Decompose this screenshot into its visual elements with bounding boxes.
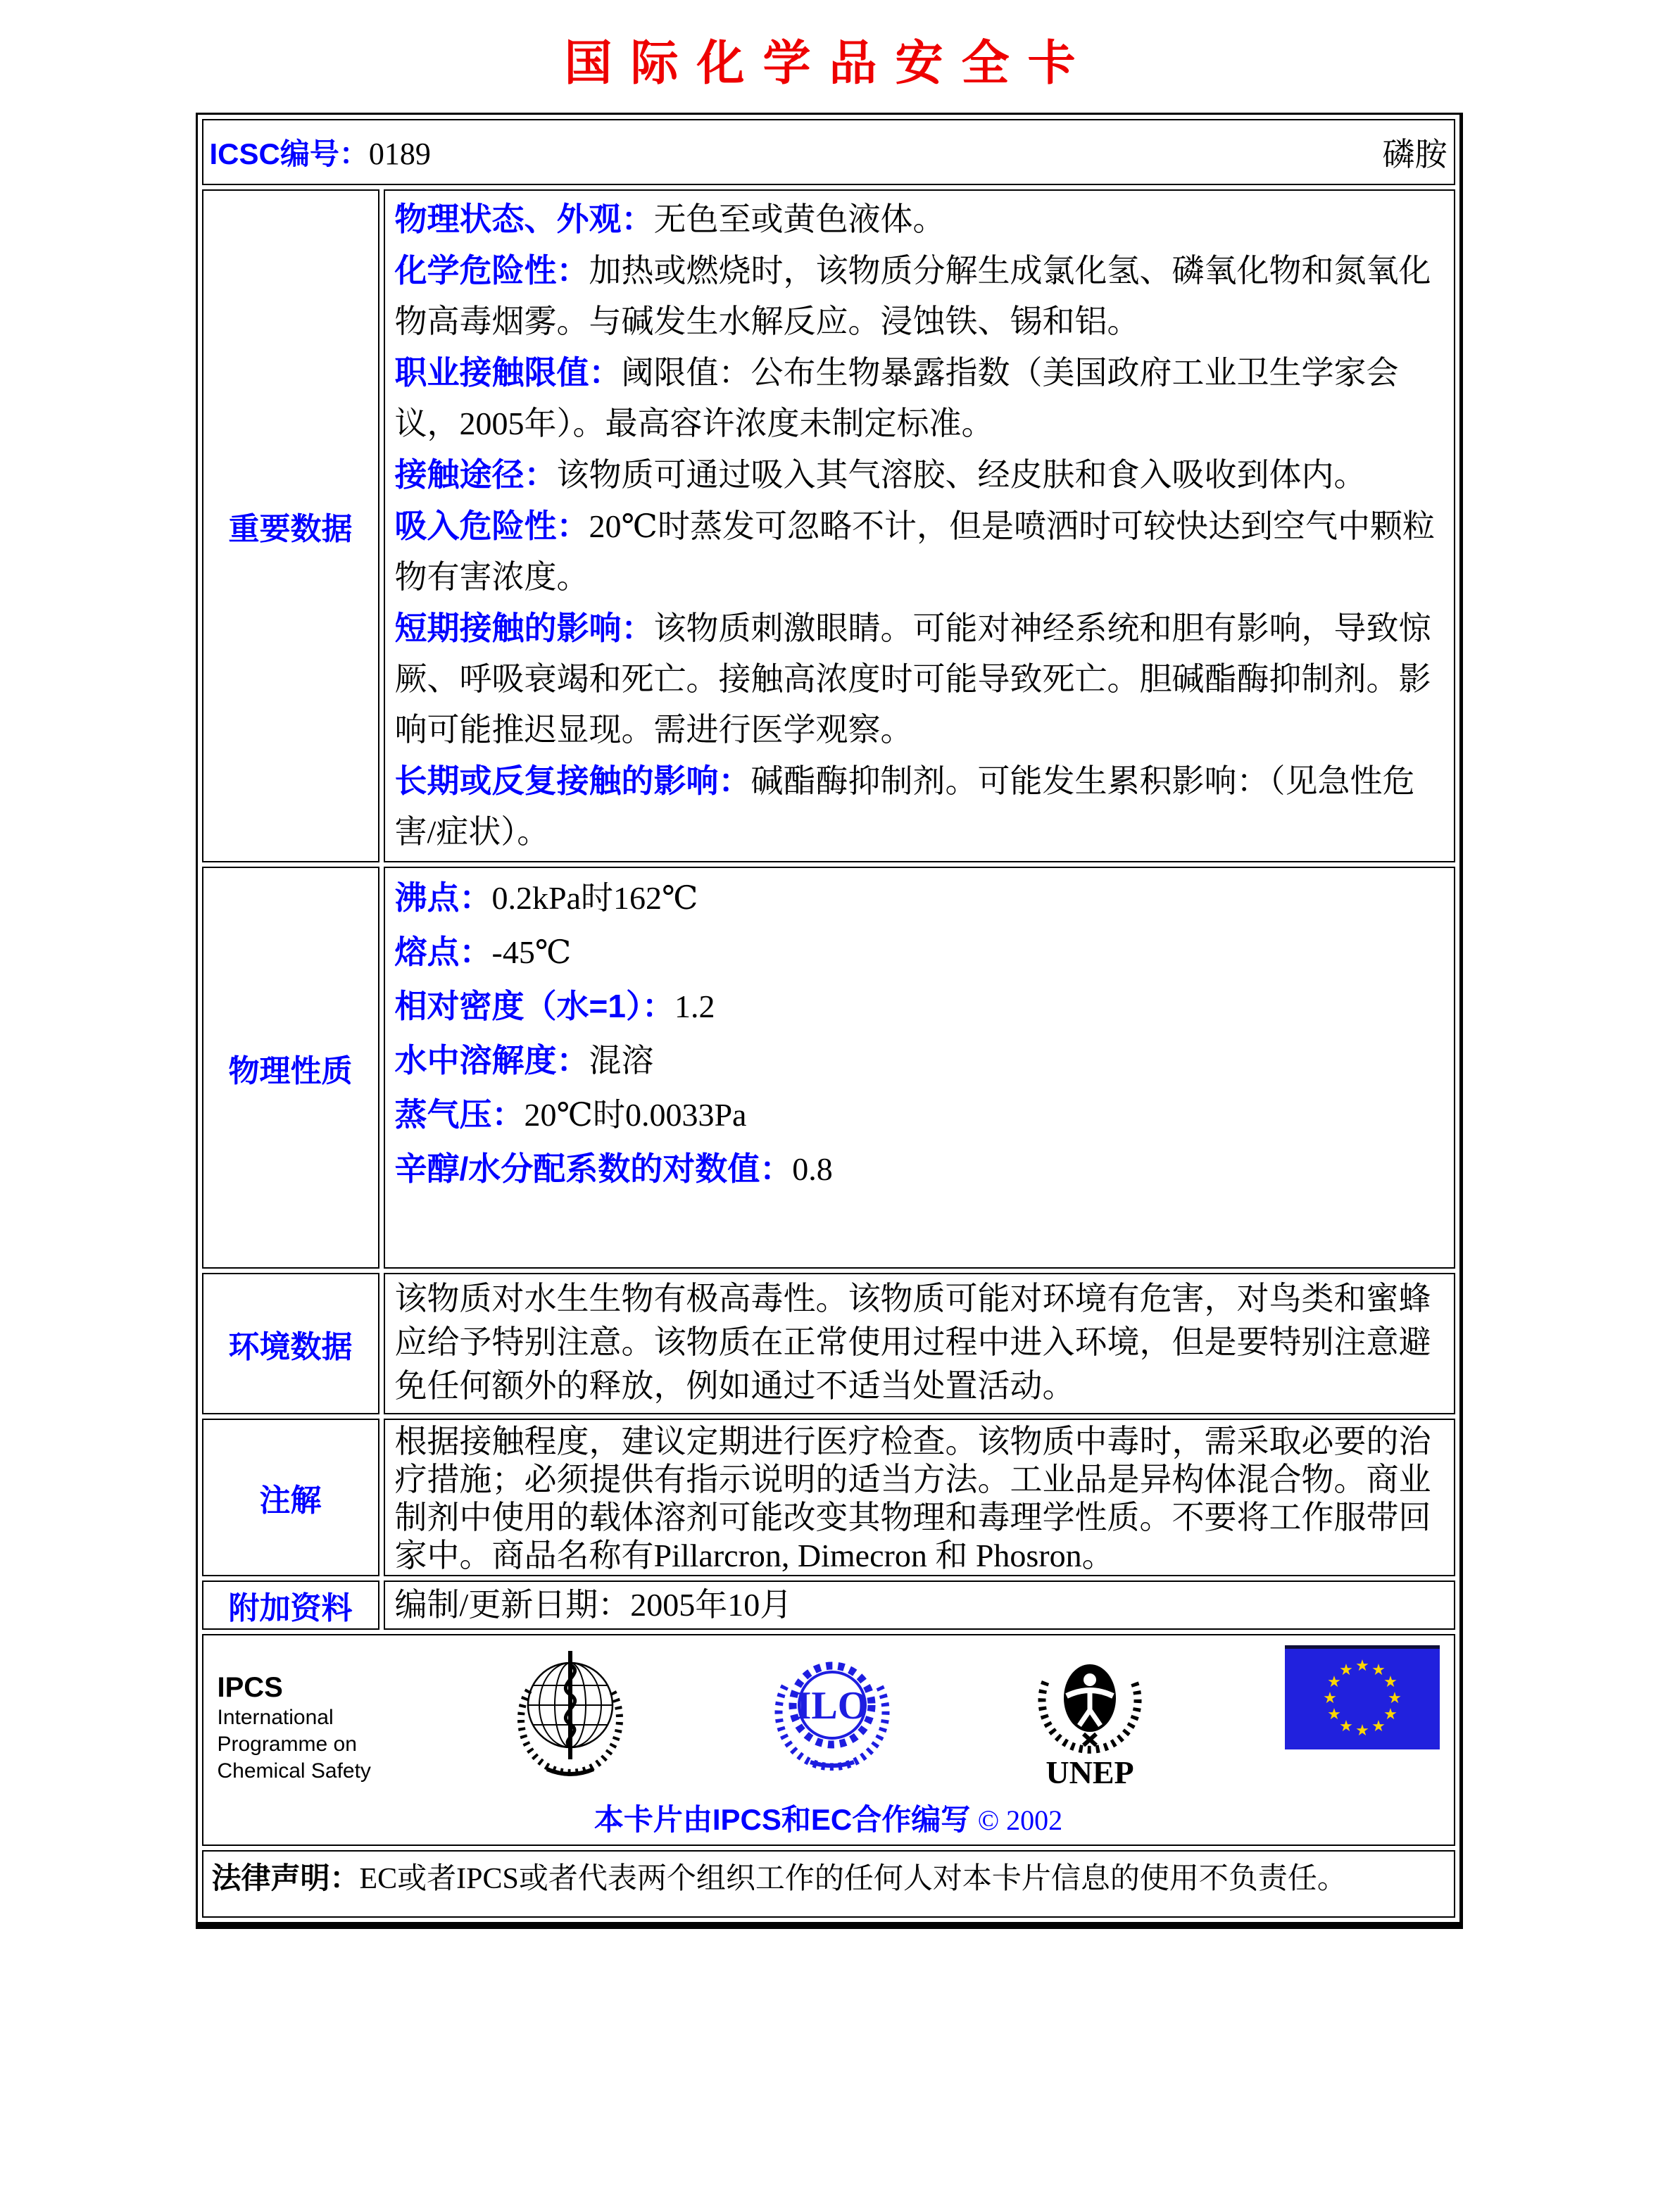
svg-text:★: ★ [1326, 1673, 1341, 1691]
svg-text:★: ★ [1338, 1661, 1353, 1679]
data-item [395, 501, 1444, 603]
svg-text:★: ★ [1371, 1661, 1386, 1679]
icsc-number-value: 0189 [368, 137, 431, 171]
header-cell [202, 119, 1455, 185]
data-item [395, 925, 1444, 979]
field-value: 0.8 [792, 1151, 833, 1187]
field-value: 无色至或黄色液体。 [653, 201, 946, 237]
field-value: 1.2 [674, 988, 715, 1024]
header-row [202, 119, 1455, 185]
icsc-card [196, 113, 1463, 1929]
row-label-important-data: 重要数据 [202, 189, 379, 862]
update-date-text: 编制/更新日期：2005年10月 [394, 1587, 793, 1623]
page-title: 国际化学品安全卡 [564, 37, 1094, 90]
logos-row [202, 1634, 1455, 1846]
chemical-name: 磷胺 [1382, 137, 1447, 172]
important-data-content [384, 189, 1455, 862]
important-data-row [202, 189, 1455, 862]
environmental-data-content [384, 1273, 1455, 1414]
svg-text:★: ★ [1371, 1718, 1386, 1735]
ipcs-title: IPCS [217, 1672, 283, 1703]
svg-text:★: ★ [1326, 1706, 1341, 1723]
data-item [395, 245, 1444, 347]
svg-text:★: ★ [1387, 1690, 1402, 1707]
physical-properties-content [384, 867, 1455, 1269]
field-label: 吸入危险性： [394, 508, 589, 544]
field-value: 该物质刺激眼睛。可能对神经系统和胆有影响，导致惊厥、呼吸衰竭和死亡。接触高浓度时可能导致死亡。胆碱酯酶抑制剂。影响可能推迟显现。需进行医学观察。 [394, 610, 1431, 748]
row-label-notes: 注解 [202, 1419, 379, 1576]
ipcs-block [218, 1645, 371, 1785]
unep-logo-icon [1027, 1645, 1153, 1790]
field-label: 水中溶解度： [394, 1042, 589, 1079]
svg-text:★: ★ [1338, 1718, 1353, 1735]
field-value: 0.2kPa时162℃ [491, 880, 698, 916]
data-item [395, 871, 1444, 925]
field-label: 短期接触的影响： [394, 610, 654, 646]
additional-info-row [202, 1581, 1455, 1630]
field-label: 职业接触限值： [394, 354, 622, 391]
svg-text:★: ★ [1355, 1722, 1369, 1740]
environmental-data-row [202, 1273, 1455, 1414]
row-label-environmental-data: 环境数据 [202, 1273, 379, 1414]
data-item [395, 1142, 1444, 1196]
field-label: 相对密度（水=1）： [394, 988, 674, 1024]
data-item [395, 603, 1444, 755]
field-label: 接触途径： [394, 456, 557, 493]
data-item [395, 1033, 1444, 1088]
field-label: 物理状态、外观： [394, 201, 654, 237]
field-label: 化学危险性： [394, 252, 589, 289]
ilo-letters: ILO [796, 1684, 869, 1728]
field-value: -45℃ [491, 934, 572, 970]
data-item [395, 755, 1444, 857]
field-label: 辛醇/水分配系数的对数值： [394, 1150, 793, 1187]
svg-text:★: ★ [1383, 1673, 1398, 1691]
additional-info-content [384, 1581, 1455, 1630]
logos-cell [202, 1634, 1455, 1846]
notes-row [202, 1419, 1455, 1576]
legal-text: EC或者IPCS或者代表两个组织工作的任何人对本卡片信息的使用不负责任。 [359, 1863, 1347, 1895]
field-label: 沸点： [394, 879, 492, 916]
field-label: 蒸气压： [394, 1096, 525, 1133]
notes-content [384, 1419, 1455, 1576]
eu-flag-icon [1285, 1645, 1440, 1749]
notes-text: 根据接触程度，建议定期进行医疗检查。该物质中毒时，需采取必要的治疗措施；必须提供有指示说明的适当方法。工业品是异构体混合物。商业制剂中使用的载体溶剂可能改变其物理和毒理学性质。不要将工作服带回家中。商品名称有Pillarcron, Dimecron 和 Phosron。 [394, 1424, 1431, 1573]
field-value: 阈限值：公布生物暴露指数（美国政府工业卫生学家会议，2005年）。最高容许浓度未制定标准。 [394, 355, 1399, 441]
caption-copyright: © 2002 [977, 1804, 1063, 1836]
field-value: 碱酯酶抑制剂。可能发生累积影响：（见急性危害/症状）。 [394, 763, 1415, 850]
field-value: 加热或燃烧时，该物质分解生成氯化氢、磷氧化物和氮氧化物高毒烟雾。与碱发生水解反应。浸蚀铁、锡和铝。 [394, 253, 1431, 339]
data-item [395, 194, 1444, 245]
ilo-logo-icon [770, 1645, 895, 1771]
ipcs-subtitle-line: Chemical Safety [217, 1759, 371, 1783]
icsc-number-label: ICSC编号： [209, 137, 369, 170]
svg-text:★: ★ [1355, 1657, 1369, 1675]
field-value: 20℃时0.0033Pa [524, 1097, 747, 1133]
data-item [395, 1088, 1444, 1142]
field-label: 熔点： [394, 934, 492, 970]
field-value: 20℃时蒸发可忽略不计，但是喷洒时可较快达到空气中颗粒物有害浓度。 [394, 508, 1435, 595]
data-item [395, 449, 1444, 501]
data-item [395, 347, 1444, 449]
caption [218, 1797, 1440, 1839]
ipcs-subtitle-line: Programme on [217, 1733, 357, 1756]
icsc-document [0, 35, 1658, 1929]
svg-text:★: ★ [1322, 1690, 1337, 1707]
ipcs-subtitle-line: International [217, 1706, 334, 1729]
icsc-number [210, 131, 431, 173]
icsc-table [198, 115, 1459, 1922]
field-value: 该物质可通过吸入其气溶胶、经皮肤和食入吸收到体内。 [556, 457, 1367, 493]
environmental-data-text: 该物质对水生生物有极高毒性。该物质可能对环境有危害，对鸟类和蜜蜂应给予特别注意。该物质在正常使用过程中进入环境，但是要特别注意避免任何额外的释放，例如通过不适当处置活动。 [394, 1281, 1431, 1404]
data-item [395, 979, 1444, 1033]
field-label: 长期或反复接触的影响： [394, 762, 751, 799]
unep-letters: UNEP [1045, 1754, 1134, 1790]
row-label-physical-properties: 物理性质 [202, 867, 379, 1269]
caption-text: 本卡片由IPCS和EC合作编写 [594, 1803, 971, 1836]
row-label-additional-info: 附加资料 [202, 1581, 379, 1630]
legal-row [202, 1850, 1455, 1918]
legal-label: 法律声明： [211, 1861, 360, 1894]
svg-text:★: ★ [1383, 1706, 1398, 1723]
physical-properties-row [202, 867, 1455, 1269]
who-logo-icon [503, 1645, 637, 1786]
field-value: 混溶 [589, 1043, 654, 1079]
legal-cell [202, 1850, 1455, 1918]
